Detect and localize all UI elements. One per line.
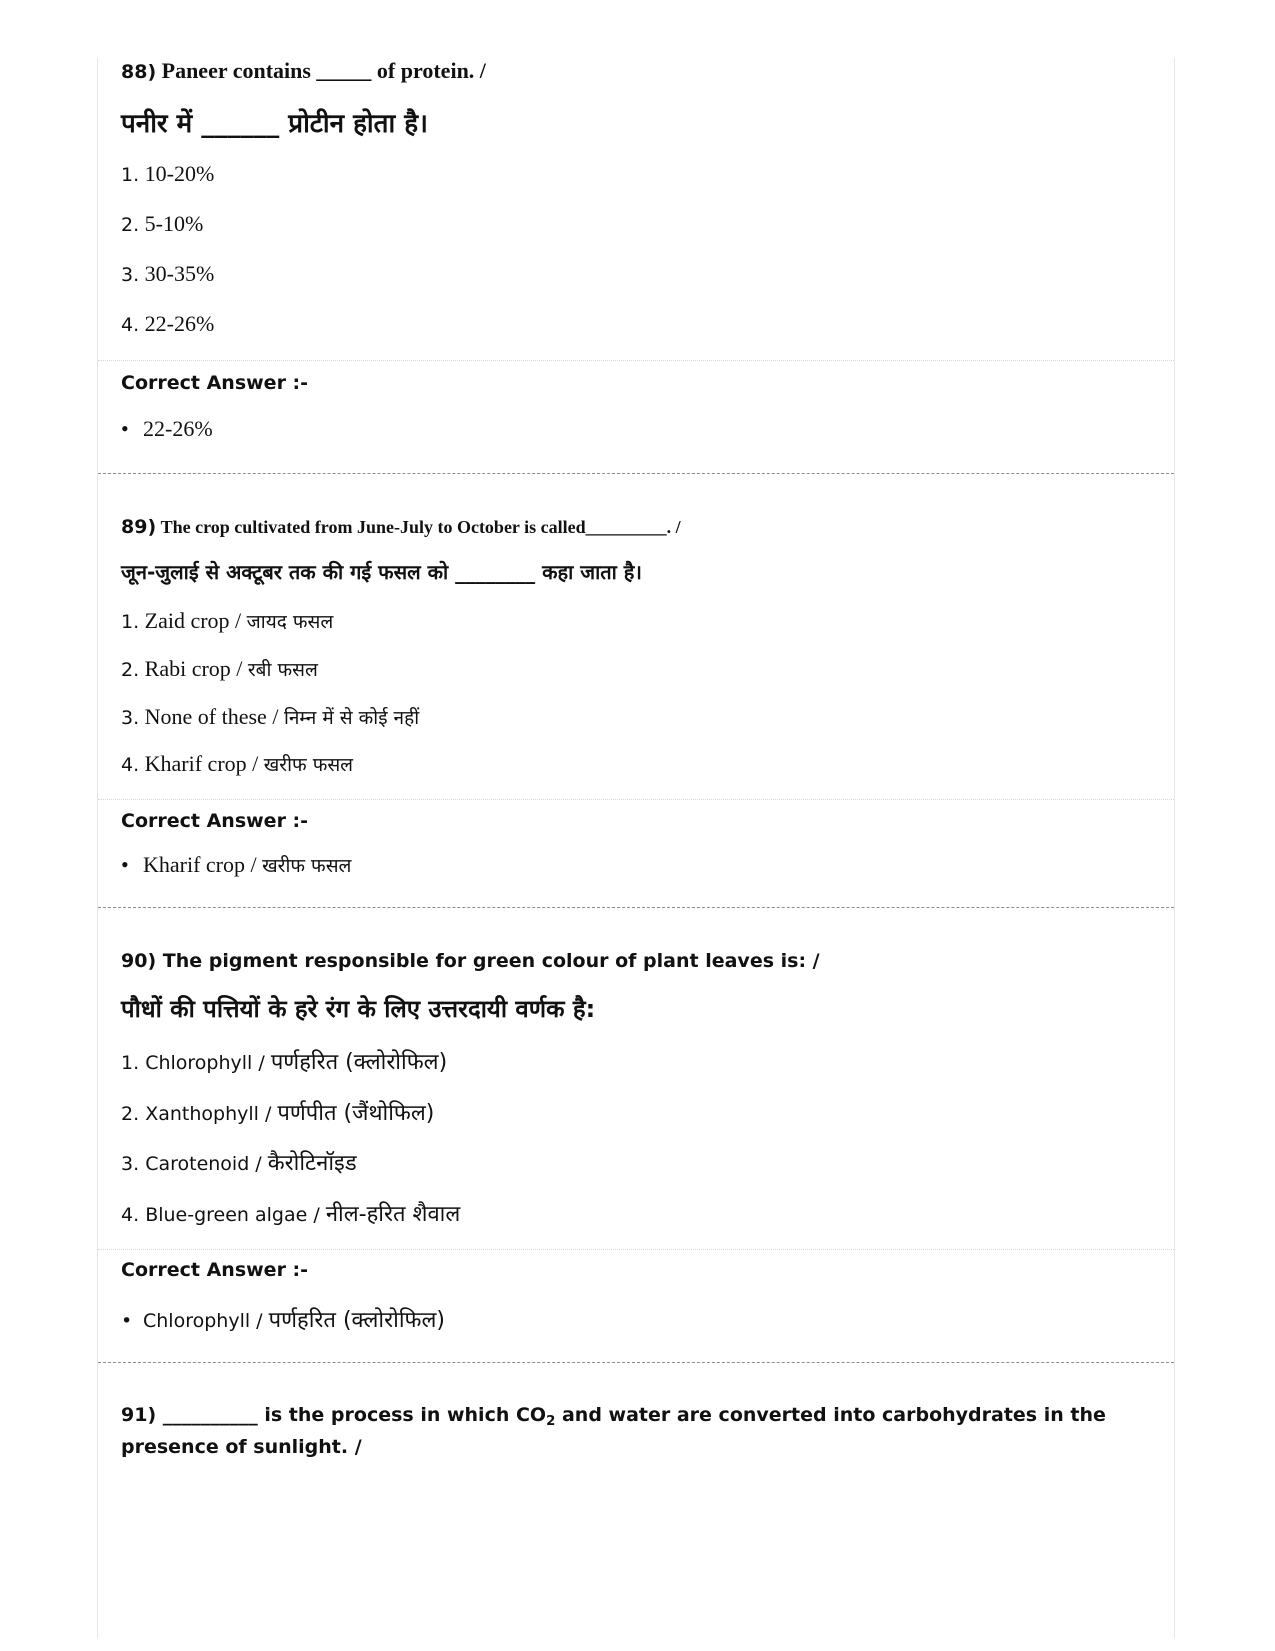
- correct-answer: • Kharif crop / खरीफ फसल: [121, 852, 352, 877]
- question-text-hi: पनीर में ______ प्रोटीन होता है।: [121, 109, 428, 139]
- question-number: 88): [121, 61, 157, 83]
- option-4: 4. Blue-green algae / नील-हरित शैवाल: [121, 1202, 461, 1227]
- divider: [98, 799, 1174, 800]
- question-text-en: The crop cultivated from June-July to October is called_________. /: [160, 517, 681, 537]
- question-text-hi: जून-जुलाई से अक्टूबर तक की गई फसल को ________ कहा जाता है।: [121, 560, 642, 584]
- question-separator: [98, 473, 1174, 474]
- option-2: 2. Xanthophyll / पर्णपीत (जैंथोफिल): [121, 1101, 435, 1126]
- option-1: 1. 10-20%: [121, 161, 215, 186]
- question-paper-page: [97, 58, 1175, 1638]
- option-2: 2. Rabi crop / रबी फसल: [121, 656, 318, 681]
- question-text-en: Paneer contains _____ of protein. /: [161, 58, 486, 83]
- correct-answer: • 22-26%: [121, 416, 213, 441]
- correct-answer-label: Correct Answer :-: [121, 1259, 309, 1281]
- option-4: 4. 22-26%: [121, 311, 215, 336]
- question-number: 89): [121, 516, 157, 538]
- question-91-line-1: 91) __________ is the process in which $CO_2$ and water are converted into carbohydrates in the: [121, 1404, 1106, 1429]
- question-separator: [98, 1362, 1174, 1363]
- question-89-english: [121, 516, 681, 538]
- correct-answer-label: Correct Answer :-: [121, 810, 309, 832]
- option-3: 3. None of these / निम्न में से कोई नहीं: [121, 704, 420, 729]
- correct-answer: • Chlorophyll / पर्णहरित (क्लोरोफिल): [121, 1308, 445, 1333]
- question-number: 90): [121, 950, 157, 972]
- option-2: 2. 5-10%: [121, 211, 204, 236]
- question-88-english: [121, 58, 486, 84]
- question-number: 91): [121, 1404, 157, 1426]
- question-90-english: [121, 950, 820, 972]
- divider: [98, 1249, 1174, 1250]
- divider: [98, 360, 1174, 361]
- option-3: 3. 30-35%: [121, 261, 215, 286]
- question-text-hi: पौधों की पत्तियों के हरे रंग के लिए उत्तरदायी वर्णक है:: [121, 995, 596, 1023]
- option-3: 3. Carotenoid / कैरोटिनॉइड: [121, 1151, 357, 1176]
- question-text-en: The pigment responsible for green colour of plant leaves is: /: [162, 950, 820, 972]
- option-1: 1. Zaid crop / जायद फसल: [121, 608, 334, 633]
- question-91-line-2: presence of sunlight. /: [121, 1436, 362, 1458]
- option-4: 4. Kharif crop / खरीफ फसल: [121, 751, 354, 776]
- correct-answer-label: Correct Answer :-: [121, 372, 309, 394]
- question-blank: __________: [162, 1404, 258, 1426]
- option-1: 1. Chlorophyll / पर्णहरित (क्लोरोफिल): [121, 1050, 448, 1075]
- question-separator: [98, 907, 1174, 908]
